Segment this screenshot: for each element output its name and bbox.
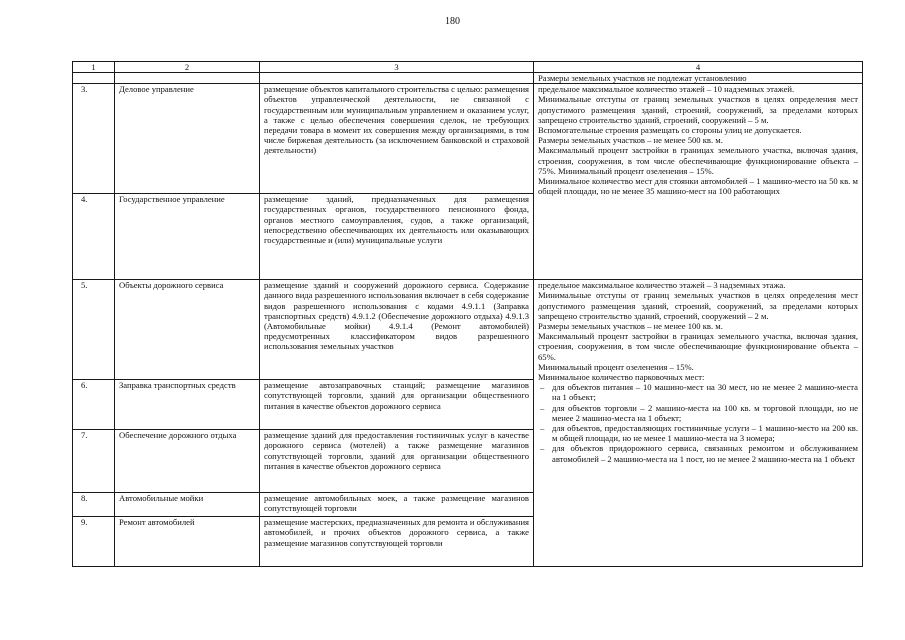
page-number: 180 [445,16,460,27]
use-description: размещение зданий для предоставления гостиничных услуг в качестве дорожного сервиса (мотелей) а также размещение магазинов сопутствующей торговли, зданий для организации общественного питания в качестве объектов дорожного сервиса [260,430,534,493]
use-name: Обеспечение дорожного отдыха [115,430,260,493]
param-line: предельное максимальное количество этажей – 10 надземных этажей. [538,84,795,95]
header-col-3: 3 [260,62,534,73]
param-line: Минимальное количество мест для стоянки автомобилей – 1 машино-место на 50 кв. м общей площади, но не менее 35 машино-мест на 100 работающих [538,176,858,197]
table-row [73,84,863,194]
row-number: 8. [73,493,115,517]
use-description: размещение автозаправочных станций; размещение магазинов сопутствующей торговли, зданий для организации общественного питания в качестве объектов дорожного сервиса [260,380,534,430]
params-block-2 [534,280,863,567]
use-name: Заправка транспортных средств [115,380,260,430]
header-col-2: 2 [115,62,260,73]
row-number: 6. [73,380,115,430]
header-col-1: 1 [73,62,115,73]
row-number: 4. [73,194,115,280]
use-description: размещение зданий и сооружений дорожного сервиса. Содержание данного вида разрешенного использования включает в себя содержание видов разрешенного использования с кодами 4.9.1.1 (Заправка транспортных средств) 4.9.1.2 (Обеспечение дорожного отдыха) 4.9.1.3 (Автомобильные мойки) 4.9.1.4 (Ремонт автомобилей) предусмотренных классификатором видов разрешенного использования земельных участков [260,280,534,380]
top-note-row [73,73,863,84]
parking-item: – для объектов питания – 10 машино-мест на 30 мест, но не менее 2 машино-места на 1 объект; [552,382,858,402]
param-line: предельное максимальное количество этажей – 3 надземных этажа. [538,280,786,291]
params-block-1 [534,84,863,280]
table-row [73,280,863,380]
parking-list [538,382,858,464]
use-description: размещение автомобильных моек, а также размещение магазинов сопутствующей торговли [260,493,534,517]
param-line: Размеры земельных участков – не менее 100 кв. м. [538,321,723,332]
use-description: размещение зданий, предназначенных для размещения государственных органов, государственного пенсионного фонда, органов местного самоуправления, судов, а также организаций, непосредственно обеспечивающих их деятельность или оказывающих государственные и (или) муниципальные услуги [260,194,534,280]
header-row [73,62,863,73]
parking-item: – для объектов торговли – 2 машино-места на 100 кв. м торговой площади, но не менее 2 машино-места на 1 объект; [552,403,858,423]
use-description: размещение объектов капитального строительства с целью: размещения объектов управленческой деятельности, не связанной с государственным или муниципальным управлением и оказанием услуг, а также с целью обеспечения совершения сделок, не требующих передачи товара в момент их совершения между организациями, в том числе биржевая деятельность (за исключением банковской и страховой деятельности) [260,84,534,194]
parking-item: – для объектов, предоставляющих гостиничные услуги – 1 машино-место на 200 кв. м общей площади, но не менее 1 машино-места на 3 номера; [552,423,858,443]
use-name: Государственное управление [115,194,260,280]
param-line: Максимальный процент застройки в границах земельного участка, включая здания, строения, сооружения, в том числе обеспечивающие функционирование объекта – 75%. Минимальный процент озеленения – 15%. [538,145,858,176]
top-note: Размеры земельных участков не подлежат установлению [534,73,863,84]
param-line: Минимальное количество парковочных мест: [538,372,705,383]
row-number: 7. [73,430,115,493]
parking-item: – для объектов придорожного сервиса, связанных ремонтом и обслуживанием автомобилей – 2 машино-места на 1 пост, но не менее 2 машино-места на 1 объект [552,443,858,463]
param-line: Минимальные отступы от границ земельных участков в целях определения мест допустимого размещения зданий, строений, сооружений, за пределами которых запрещено строительство зданий, строений, сооружений – 2 м. [538,290,858,321]
row-number: 5. [73,280,115,380]
param-line: Вспомогательные строения размещать со стороны улиц не допускается. [538,125,802,136]
header-col-4: 4 [534,62,863,73]
param-line: Минимальный процент озеленения – 15%. [538,361,694,372]
param-line: Максимальный процент застройки в границах земельного участка, включая здания, строения, сооружения, в том числе обеспечивающие функционирование объекта – 65%. [538,331,858,362]
param-line: Размеры земельных участков – не менее 500 кв. м. [538,135,723,146]
use-name: Объекты дорожного сервиса [115,280,260,380]
use-name: Ремонт автомобилей [115,517,260,567]
param-line: Минимальные отступы от границ земельных участков в целях определения мест допустимого размещения зданий, строений, сооружений, за пределами которых запрещено строительство зданий, строений, сооружений – 5 м. [538,94,858,125]
land-use-table [72,61,863,567]
use-name: Деловое управление [115,84,260,194]
use-name: Автомобильные мойки [115,493,260,517]
use-description: размещение мастерских, предназначенных для ремонта и обслуживания автомобилей, и прочих объектов дорожного сервиса, а также размещение магазинов сопутствующей торговли [260,517,534,567]
row-number: 3. [73,84,115,194]
row-number: 9. [73,517,115,567]
